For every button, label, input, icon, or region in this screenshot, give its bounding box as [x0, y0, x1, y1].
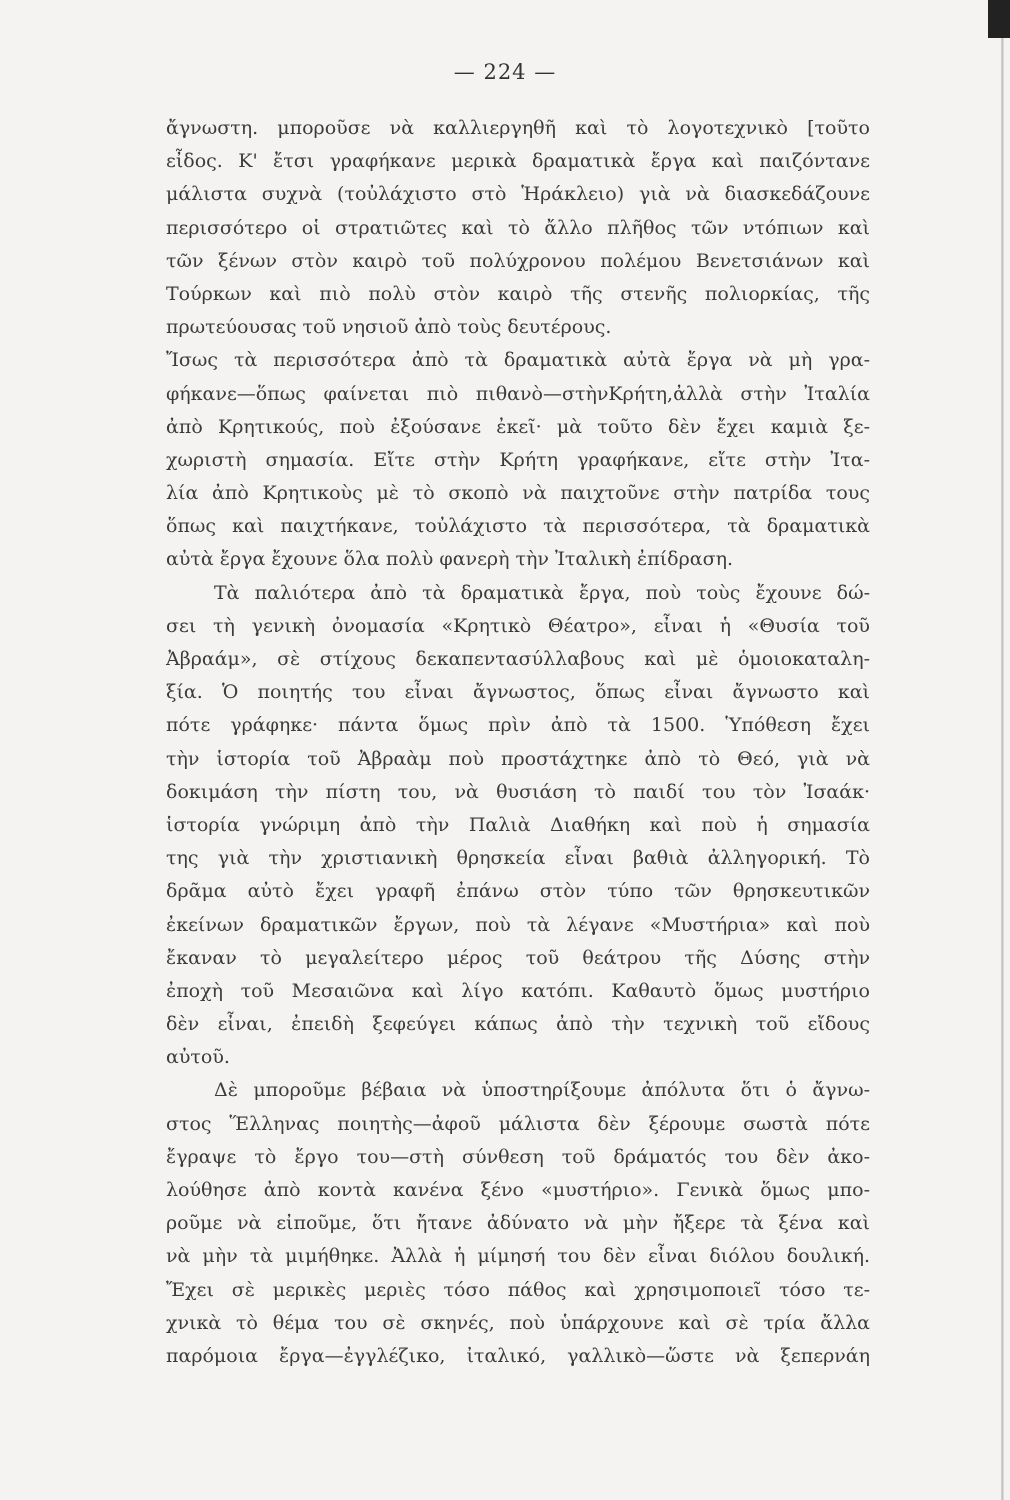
text-line: ἱστορία γνώριμη ἀπὸ τὴν Παλιὰ Διαθήκη καὶ ποὺ ἡ σημασία — [166, 813, 870, 836]
text-line: ἐποχὴ τοῦ Μεσαιῶνα καὶ λίγο κατόπι. Καθαυτὸ ὅμως μυστήριο — [166, 979, 870, 1002]
text-line: ἔκαναν τὸ μεγαλείτερο μέρος τοῦ θεάτρου τῆς Δύσης στὴν — [166, 946, 870, 969]
text-line: λία ἀπὸ Κρητικοὺς μὲ τὸ σκοπὸ νὰ παιχτοῦνε στὴν πατρίδα τους — [166, 482, 870, 505]
text-line: στος Ἕλληνας ποιητὴς—ἀφοῦ μάλιστα δὲν ξέρουμε σωστὰ πότε — [166, 1112, 870, 1135]
text-line: πότε γράφηκε· πάντα ὅμως πρὶν ἀπὸ τὰ 1500. Ὑπόθεση ἔχει — [166, 714, 870, 737]
text-line: λούθησε ἀπὸ κοντὰ κανένα ξένο «μυστήριο». Γενικὰ ὅμως μπο- — [166, 1179, 870, 1201]
text-line: παρόμοια ἔργα—ἐγγλέζικο, ἰταλικό, γαλλικὸ—ὥστε νὰ ξεπερνάη — [166, 1344, 870, 1367]
text-line: νὰ μὴν τὰ μιμήθηκε. Ἀλλὰ ἡ μίμησή του δὲν εἶναι διόλου δουλική. — [166, 1245, 870, 1268]
text-line: ἀπὸ Κρητικούς, ποὺ ἐξούσανε ἐκεῖ· μὰ τοῦτο δὲν ἔχει καμιὰ ξε- — [166, 415, 870, 438]
text-line: δρᾶμα αὐτὸ ἔχει γραφῆ ἐπάνω στὸν τύπο τῶν θρησκευτικῶν — [166, 880, 870, 903]
text-line: τῶν ξένων στὸν καιρὸ τοῦ πολύχρονου πολέμου Βενετσιάνων καὶ — [166, 249, 870, 272]
text-line: ἄγνωστη. μποροῦσε νὰ καλλιεργηθῆ καὶ τὸ λογοτεχνικὸ [τοῦτο — [166, 117, 870, 139]
text-line: Ἔχει σὲ μερικὲς μεριὲς τόσο πάθος καὶ χρησιμοποιεῖ τόσο τε- — [166, 1278, 870, 1301]
text-line: ἐκείνων δραματικῶν ἔργων, ποὺ τὰ λέγανε «Μυστήρια» καὶ ποὺ — [166, 913, 870, 936]
text-line: εἶδος. Κ' ἔτσι γραφήκανε μερικὰ δραματικὰ ἔργα καὶ παιζόντανε — [166, 150, 870, 173]
text-line: ὅπως καὶ παιχτήκανε, τοὐλάχιστο τὰ περισσότερα, τὰ δραματικὰ — [166, 515, 870, 538]
text-line: περισσότερο οἱ στρατιῶτες καὶ τὸ ἄλλο πλῆθος τῶν ντόπιων καὶ — [166, 216, 870, 239]
text-line: αὐτὰ ἔργα ἔχουνε ὅλα πολὺ φανερὴ τὴν Ἰταλικὴ ἐπίδραση. — [166, 548, 733, 571]
text-line: Ἀβραάμ», σὲ στίχους δεκαπεντασύλλαβους καὶ μὲ ὁμοιοκαταλη- — [166, 648, 870, 670]
text-line: ροῦμε νὰ εἰποῦμε, ὅτι ἤτανε ἀδύνατο νὰ μὴν ἤξερε τὰ ξένα καὶ — [166, 1212, 870, 1235]
text-line: χωριστὴ σημασία. Εἴτε στὴν Κρήτη γραφήκανε, εἴτε στὴν Ἰτα- — [166, 448, 870, 471]
scan-corner-mark — [988, 0, 1010, 38]
text-line: Τούρκων καὶ πιὸ πολὺ στὸν καιρὸ τῆς στενῆς πολιορκίας, τῆς — [166, 282, 870, 305]
text-line: φήκανε—ὅπως φαίνεται πιὸ πιθανὸ—στὴνΚρήτη,ἀλλὰ στὴν Ἰταλία — [166, 382, 870, 405]
text-line: σει τὴ γενικὴ ὀνομασία «Κρητικὸ Θέατρο», εἶναι ἡ «Θυσία τοῦ — [166, 614, 870, 637]
text-line: ἔγραψε τὸ ἔργο του—στὴ σύνθεση τοῦ δράματός του δὲν ἀκο- — [166, 1145, 870, 1168]
text-line: αὐτοῦ. — [166, 1046, 230, 1069]
text-line: Δὲ μποροῦμε βέβαια νὰ ὑποστηρίξουμε ἀπόλυτα ὅτι ὁ ἄγνω- — [214, 1079, 870, 1102]
text-line: ξία. Ὁ ποιητής του εἶναι ἄγνωστος, ὅπως εἶναι ἄγνωστο καὶ — [166, 681, 870, 704]
page-number: — 224 — — [453, 60, 557, 84]
text-line: δὲν εἶναι, ἐπειδὴ ξεφεύγει κάπως ἀπὸ τὴν τεχνικὴ τοῦ εἴδους — [166, 1013, 870, 1036]
text-line: Τὰ παλιότερα ἀπὸ τὰ δραματικὰ ἔργα, ποὺ τοὺς ἔχουνε δώ- — [214, 581, 870, 604]
text-line: πρωτεύουσας τοῦ νησιοῦ ἀπὸ τοὺς δευτέρους. — [166, 316, 612, 339]
text-line: τὴν ἱστορία τοῦ Ἀβραὰμ ποὺ προστάχτηκε ἀπὸ τὸ Θεό, γιὰ νὰ — [166, 747, 870, 770]
text-line: δοκιμάση τὴν πίστη του, νὰ θυσιάση τὸ παιδί του τὸν Ἰσαάκ· — [166, 780, 870, 803]
text-line: μάλιστα συχνὰ (τοὐλάχιστο στὸ Ἡράκλειο) γιὰ νὰ διασκεδάζουνε — [166, 183, 870, 206]
text-line: Ἴσως τὰ περισσότερα ἀπὸ τὰ δραματικὰ αὐτὰ ἔργα νὰ μὴ γρα- — [166, 349, 870, 372]
body-text — [166, 112, 870, 1373]
page-edge-shadow — [1001, 0, 1004, 1500]
text-line: της γιὰ τὴν χριστιανικὴ θρησκεία εἶναι βαθιὰ ἀλληγορική. Τὸ — [166, 847, 870, 870]
text-line: χνικὰ τὸ θέμα του σὲ σκηνές, ποὺ ὑπάρχουνε καὶ σὲ τρία ἄλλα — [166, 1311, 870, 1334]
